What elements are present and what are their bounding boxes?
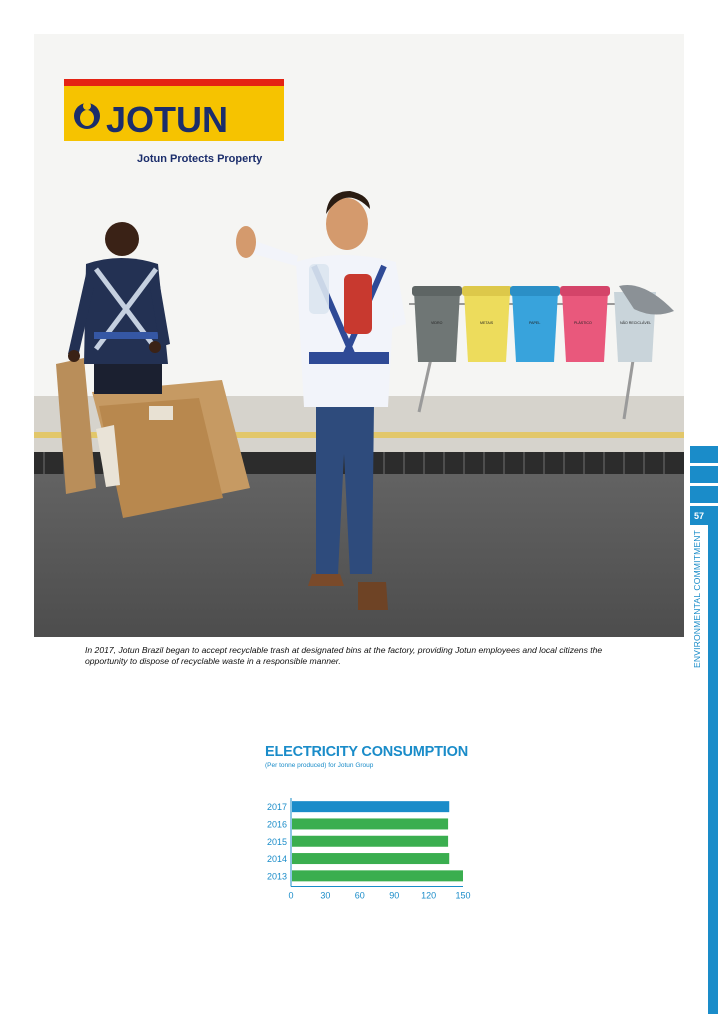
x-tick-label: 60	[354, 890, 365, 901]
section-label: ENVIRONMENTAL COMMITMENT	[692, 530, 702, 668]
photo-caption: In 2017, Jotun Brazil began to accept recyclable trash at designated bins at the factory, providing Jotun employees and local citizens the opportunity to dispose of recyclable waste in a responsible manner.	[85, 645, 603, 666]
bar-2014	[292, 853, 449, 864]
y-tick-label: 2016	[266, 819, 287, 830]
side-tab-block	[690, 486, 718, 503]
x-tick-label: 90	[389, 890, 400, 901]
svg-text:VIDRO: VIDRO	[431, 321, 443, 325]
y-tick-label: 2015	[266, 836, 287, 847]
bar-2013	[292, 870, 463, 881]
bar-2015	[292, 836, 448, 847]
sign-brand-text: JOTUN	[106, 99, 229, 140]
svg-text:METAIS: METAIS	[480, 321, 494, 325]
side-tab-block	[690, 466, 718, 483]
y-tick-label: 2014	[266, 854, 287, 865]
chart-title: ELECTRICITY CONSUMPTION	[265, 744, 468, 760]
side-tab-bar	[708, 525, 718, 1014]
x-tick-label: 120	[421, 890, 437, 901]
svg-text:PLÁSTICO: PLÁSTICO	[574, 321, 592, 325]
bar-2017	[292, 801, 449, 812]
x-tick-label: 150	[455, 890, 471, 901]
svg-text:PAPEL: PAPEL	[529, 321, 541, 325]
recycling-photo	[34, 34, 684, 637]
page-number: 57	[690, 506, 718, 525]
svg-text:NÃO RECICLÁVEL: NÃO RECICLÁVEL	[620, 321, 652, 325]
side-tab-block	[690, 446, 718, 463]
sign-tagline: Jotun Protects Property	[137, 153, 263, 165]
chart-subtitle: (Per tonne produced) for Jotun Group	[265, 762, 374, 769]
electricity-bar-chart	[255, 790, 485, 910]
bar-2016	[292, 818, 448, 829]
y-tick-label: 2017	[266, 802, 287, 813]
y-tick-label: 2013	[266, 871, 287, 882]
x-tick-label: 30	[320, 890, 331, 901]
x-tick-label: 0	[288, 890, 294, 901]
